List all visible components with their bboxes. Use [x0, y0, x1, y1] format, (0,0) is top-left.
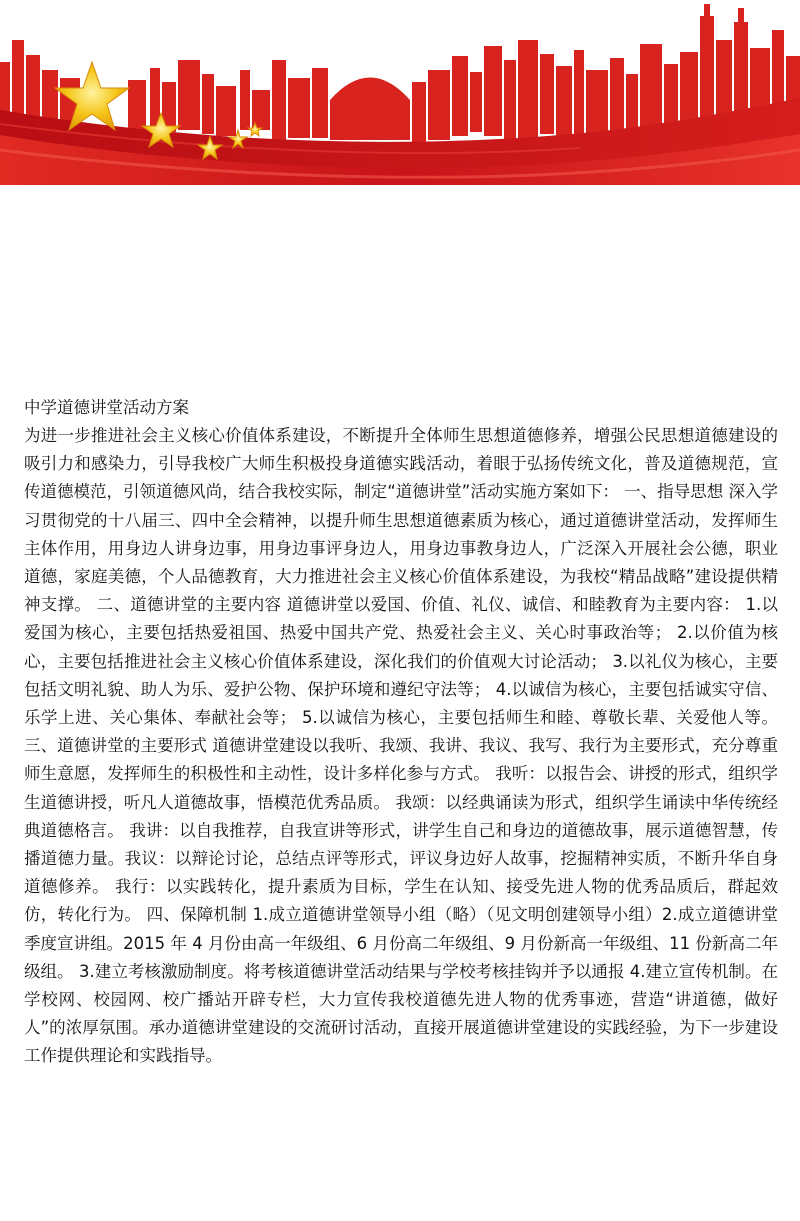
- document-title: 中学道德讲堂活动方案: [24, 398, 189, 417]
- document-body: 为进一步推进社会主义核心价值体系建设，不断提升全体师生思想道德修养，增强公民思想道德建设的吸引力和感染力，引导我校广大师生积极投身道德实践活动，着眼于弘扬传统文化，普及道德规范，宣传道德模范，引领道德风尚，结合我校实际，制定“道德讲堂”活动实施方案如下： 一、指导思想 深入学习贯彻党的十八届三、四中全会精神，以提升师生思想道德素质为核心，通过道德讲堂活动，发挥师生主体作用，用身边人讲身边事，用身边事评身边人，用身边事教身边人，广泛深入开展社会公德，职业道德，家庭美德，个人品德教育，大力推进社会主义核心价值体系建设，为我校“精品战略”建设提供精神支撑。 二、道德讲堂的主要内容 道德讲堂以爱国、价值、礼仪、诚信、和睦教育为主要内容： 1.以爱国为核心，主要包括热爱祖国、热爱中国共产党、热爱社会主义、关心时事政治等； 2.以价值为核心，主要包括推进社会主义核心价值体系建设，深化我们的价值观大讨论活动； 3.以礼仪为核心，主要包括文明礼貌、助人为乐、爱护公物、保护环境和遵纪守法等； 4.以诚信为核心，主要包括诚实守信、乐学上进、关心集体、奉献社会等； 5.以诚信为核心，主要包括师生和睦、尊敬长辈、关爱他人等。 三、道德讲堂的主要形式 道德讲堂建设以我听、我颂、我讲、我议、我写、我行为主要形式，充分尊重师生意愿，发挥师生的积极性和主动性，设计多样化参与方式。 我听：以报告会、讲授的形式，组织学生道德讲授，听凡人道德故事，悟模范优秀品质。 我颂：以经典诵读为形式，组织学生诵读中华传统经典道德格言。 我讲：以自我推荐，自我宣讲等形式，讲学生自己和身边的道德故事，展示道德智慧，传播道德力量。我议：以辩论讨论，总结点评等形式，评议身边好人故事，挖掘精神实质，不断升华自身道德修养。 我行：以实践转化，提升素质为目标，学生在认知、接受先进人物的优秀品质后，群起效仿，转化行为。 四、保障机制 1.成立道德讲堂领导小组（略）（见文明创建领导小组）2.成立道德讲堂季度宣讲组。2015 年 4 月份由高一年级组、6 月份高二年级组、9 月份新高一年级组、11 份新高二年级组。 3.建立考核激励制度。将考核道德讲堂活动结果与学校考核挂钩并予以通报 4.建立宣传机制。在学校网、校园网、校广播站开辟专栏，大力宣传我校道德先进人物的优秀事迹，营造“讲道德，做好人”的浓厚氛围。承办道德讲堂建设的交流研讨活动，直接开展道德讲堂建设的实践经验，为下一步建设工作提供理论和实践指导。: [24, 426, 778, 1066]
- banner-graphic: [0, 0, 800, 185]
- header-banner: [0, 0, 800, 185]
- document-content: [24, 393, 778, 1071]
